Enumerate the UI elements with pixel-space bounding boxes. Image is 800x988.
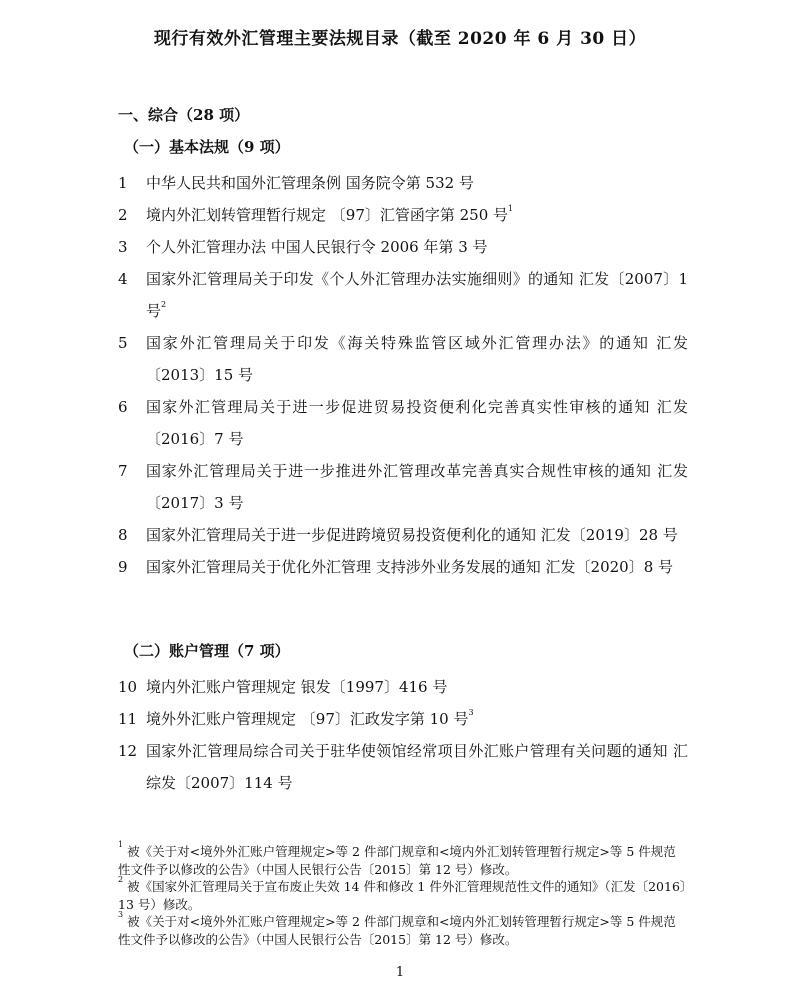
section-heading-general: 一、综合（28 项） xyxy=(118,106,250,124)
list-item xyxy=(118,327,688,391)
footnote-ref: 3 xyxy=(468,708,474,717)
entry-text: 中华人民共和国外汇管理条例 国务院令第 532 号 xyxy=(146,174,474,192)
footnote-mark: 1 xyxy=(118,839,124,849)
entry-number: 6 xyxy=(118,398,128,416)
entry-text: 国家外汇管理局综合司关于驻华使领馆经常项目外汇账户管理有关问题的通知 汇综发〔2007〕114 号 xyxy=(146,742,688,792)
entry-number: 5 xyxy=(118,334,128,352)
entry-number: 11 xyxy=(118,710,138,728)
entry-text: 境内外汇划转管理暂行规定 〔97〕汇管函字第 250 号 xyxy=(146,206,509,224)
list-item xyxy=(118,391,688,455)
footnote-text: 被《关于对<境外外汇账户管理规定>等 2 件部门规章和<境内外汇划转管理暂行规定>等 5 件规范性文件予以修改的公告》（中国人民银行公告〔2015〕第 12 号）修改。 xyxy=(118,844,676,877)
footnotes xyxy=(118,839,688,948)
list-item xyxy=(118,551,688,583)
footnote-text: 被《关于对<境外外汇账户管理规定>等 2 件部门规章和<境内外汇划转管理暂行规定>等 5 件规范性文件予以修改的公告》（中国人民银行公告〔2015〕第 12 号）修改。 xyxy=(118,914,676,947)
entry-number: 12 xyxy=(118,742,138,760)
list-item xyxy=(118,455,688,519)
list-item xyxy=(118,519,688,551)
list-item xyxy=(118,703,688,735)
entry-number: 3 xyxy=(118,238,128,256)
entry-number: 10 xyxy=(118,678,138,696)
entry-text: 国家外汇管理局关于进一步促进跨境贸易投资便利化的通知 汇发〔2019〕28 号 xyxy=(146,526,678,544)
footnote-mark: 2 xyxy=(118,874,124,884)
list-item xyxy=(118,199,688,231)
entry-text: 国家外汇管理局关于进一步促进贸易投资便利化完善真实性审核的通知 汇发〔2016〕7 号 xyxy=(146,398,688,448)
footnote xyxy=(118,839,688,878)
entry-text: 境外外汇账户管理规定 〔97〕汇政发字第 10 号 xyxy=(146,710,469,728)
footnote-text: 被《国家外汇管理局关于宣布废止失效 14 件和修改 1 件外汇管理规范性文件的通知》（汇发〔2016〕13 号）修改。 xyxy=(118,879,687,912)
entry-number: 2 xyxy=(118,206,128,224)
footnote xyxy=(118,874,688,913)
entry-number: 9 xyxy=(118,558,128,576)
footnote-ref: 1 xyxy=(508,204,514,213)
entry-list-basic-regulations xyxy=(118,167,688,583)
entry-text: 境内外汇账户管理规定 银发〔1997〕416 号 xyxy=(146,678,448,696)
page-title: 现行有效外汇管理主要法规目录（截至 2020 年 6 月 30 日） xyxy=(153,29,647,49)
footnote-ref: 2 xyxy=(161,300,167,309)
entry-text: 个人外汇管理办法 中国人民银行令 2006 年第 3 号 xyxy=(146,238,488,256)
footnote xyxy=(118,909,688,948)
entry-number: 1 xyxy=(118,174,128,192)
page-number: 1 xyxy=(395,965,405,980)
entry-text: 国家外汇管理局关于进一步推进外汇管理改革完善真实合规性审核的通知 汇发〔2017〕3 号 xyxy=(146,462,688,512)
list-item xyxy=(118,735,688,799)
entry-text: 国家外汇管理局关于印发《个人外汇管理办法实施细则》的通知 汇发〔2007〕1 号 xyxy=(146,270,688,320)
entry-text: 国家外汇管理局关于印发《海关特殊监管区域外汇管理办法》的通知 汇发〔2013〕15 号 xyxy=(146,334,688,384)
subsection-heading-basic-regulations: （一）基本法规（9 项） xyxy=(124,138,290,156)
footnote-mark: 3 xyxy=(118,909,124,919)
entry-number: 7 xyxy=(118,462,128,480)
entry-text: 国家外汇管理局关于优化外汇管理 支持涉外业务发展的通知 汇发〔2020〕8 号 xyxy=(146,558,674,576)
entry-number: 4 xyxy=(118,270,128,288)
list-item xyxy=(118,671,688,703)
entry-list-account-management xyxy=(118,671,688,799)
list-item xyxy=(118,231,688,263)
list-item xyxy=(118,167,688,199)
entry-number: 8 xyxy=(118,526,128,544)
subsection-heading-account-management: （二）账户管理（7 项） xyxy=(124,642,290,660)
list-item xyxy=(118,263,688,327)
footnote-divider xyxy=(118,832,318,833)
